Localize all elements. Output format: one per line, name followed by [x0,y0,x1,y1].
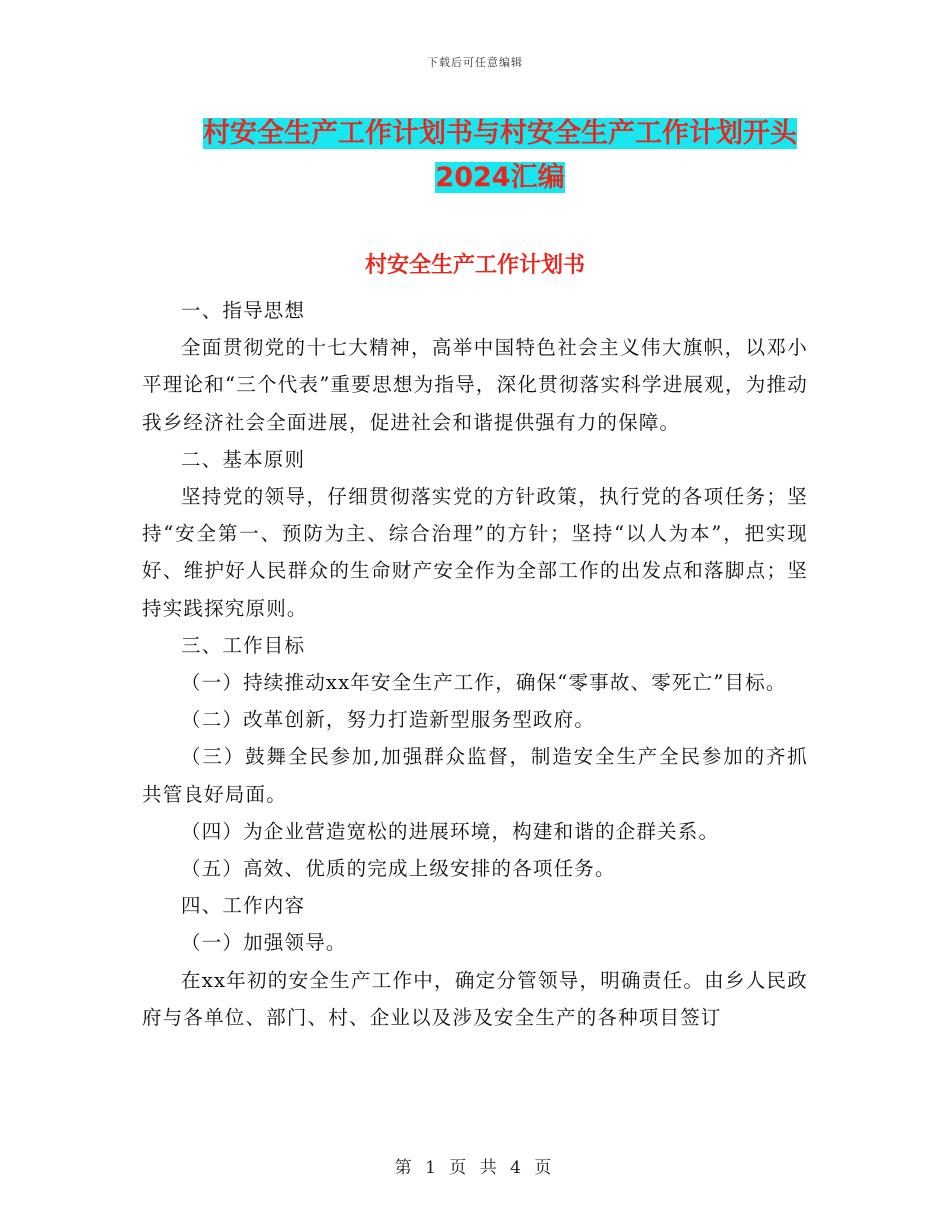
paragraph: （四）为企业营造宽松的进展环境，构建和谐的企群关系。 [181,819,720,843]
paragraph: 全面贯彻党的十七大精神，高举中国特色社会主义伟大旗帜，以邓小平理论和“三个代表”重要思想为指导，深化贯彻落实科学进展观，为推动我乡经济社会全面进展，促进社会和谐提供强有力的保障。 [142,336,808,434]
paragraph: 在xx年初的安全生产工作中，确定分管领导，明确责任。由乡人民政府与各单位、部门、村、企业以及涉及安全生产的各种项目签订 [142,968,808,1029]
paragraph: 坚持党的领导，仔细贯彻落实党的方针政策，执行党的各项任务；坚持“安全第一、预防为主、综合治理”的方针；坚持“以人为本”，把实现好、维护好人民群众的生命财产安全作为全部工作的出发点和落脚点；坚持实践探究原则。 [142,485,808,620]
paragraph: （二）改革创新，努力打造新型服务型政府。 [181,708,596,732]
paragraph: （三）鼓舞全民参加,加强群众监督，制造安全生产全民参加的齐抓共管良好局面。 [142,745,808,806]
paragraph: （五）高效、优质的完成上级安排的各项任务。 [181,857,616,881]
paragraph: （一）持续推动xx年安全生产工作，确保“零事故、零死亡”目标。 [181,671,787,695]
heading-work-goals: 三、工作目标 [181,633,306,657]
heading-basic-principles: 二、基本原则 [181,447,306,471]
page-header: 下载后可任意编辑 [427,56,523,69]
document-title [120,112,880,200]
page-number: 第 1 页 共 4 页 [394,1158,556,1178]
document-title-line-2: 2024汇编 [435,162,565,193]
document-title-line-1: 村安全生产工作计划书与村安全生产工作计划开头 [203,118,797,149]
heading-guiding-ideology: 一、指导思想 [181,299,306,322]
heading-work-content: 四、工作内容 [181,894,306,918]
document-body [142,292,808,1036]
paragraph: （一）加强领导。 [181,931,347,955]
section-title: 村安全生产工作计划书 [364,253,585,278]
